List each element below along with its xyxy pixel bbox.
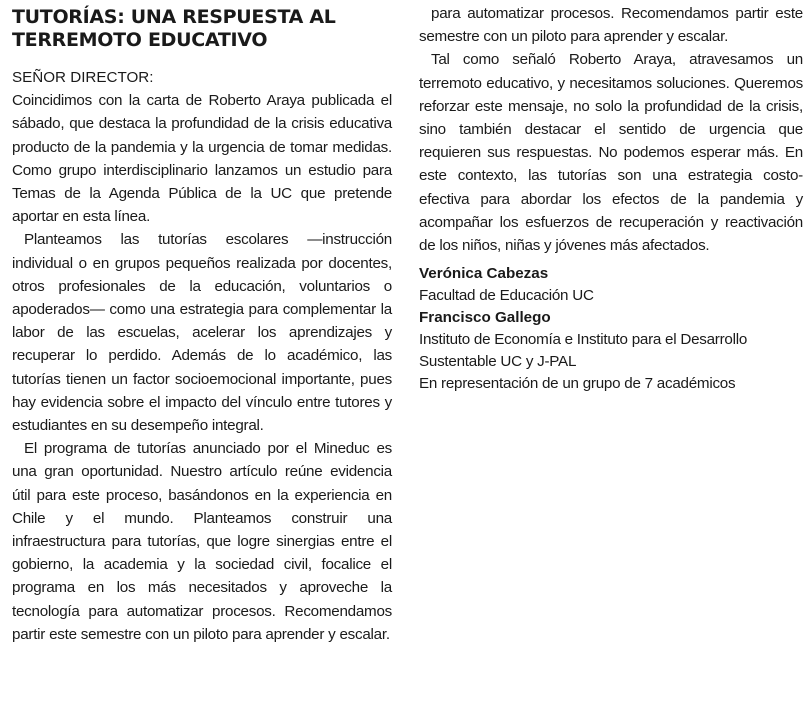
signature-name-1: Verónica Cabezas <box>419 265 549 283</box>
representation-note: En representación de un grupo de 7 académicos <box>419 375 736 393</box>
left-column <box>12 6 392 643</box>
salutation: SEÑOR DIRECTOR: <box>12 69 154 86</box>
paragraph-3-continued: para automatizar procesos. Recomendamos partir este semestre con un piloto para aprender y escalar. <box>419 5 803 46</box>
signatures <box>419 263 803 395</box>
paragraph-2: Planteamos las tutorías escolares —instrucción individual o en grupos pequeños realizada por docentes, otros profesionales de la educación, voluntarios o apoderados— como una estrategia para complementar la labor de las escuelas, acelerar los aprendizajes y recuperar lo perdido. Además de lo académico, las tutorías tienen un factor socioemocional importante, pues hay evidencia sobre el impacto del vínculo entre tutores y estudiantes en su desempeño integral. <box>12 231 392 435</box>
signature-affiliation-2: Instituto de Economía e Instituto para el Desarrollo Sustentable UC y J-PAL <box>419 331 748 371</box>
paragraph-4: Tal como señaló Roberto Araya, atravesamos un terremoto educativo, y necesitamos soluciones. Queremos reforzar este mensaje, no solo la profundidad de la crisis, sino también destacar el sentido de urgencia que requieren sus respuestas. No podemos esperar más. En este contexto, las tutorías son una estrategia costo-efectiva para abordar los efectos de la pandemia y acompañar los esfuerzos de recuperación y reactivación de los niños, niñas y jóvenes más afectados. <box>419 51 803 255</box>
letter-headline: TUTORÍAS: UNA RESPUESTA AL TERREMOTO EDUCATIVO <box>12 6 336 51</box>
signature-affiliation-1: Facultad de Educación UC <box>419 287 594 305</box>
right-column <box>419 2 803 395</box>
paragraph-1: Coincidimos con la carta de Roberto Araya publicada el sábado, que destaca la profundidad de la crisis educativa producto de la pandemia y la urgencia de tomar medidas. Como grupo interdisciplinario lanzamos un estudio para Temas de la Agenda Pública de la UC que pretende aportar en esta línea. <box>12 92 392 226</box>
signature-name-2: Francisco Gallego <box>419 309 551 327</box>
paragraph-3: El programa de tutorías anunciado por el Mineduc es una gran oportunidad. Nuestro artículo reúne evidencia útil para este proceso, basándonos en la experiencia en Chile y el mundo. Planteamos construir una infraestructura para tutorías, que logre sinergias entre el gobierno, la academia y la sociedad civil, focalice el programa en los más necesitados y aproveche la tecnología para automatizar procesos. Recomendamos partir este semestre con un piloto para aprender y escalar. <box>12 440 392 643</box>
